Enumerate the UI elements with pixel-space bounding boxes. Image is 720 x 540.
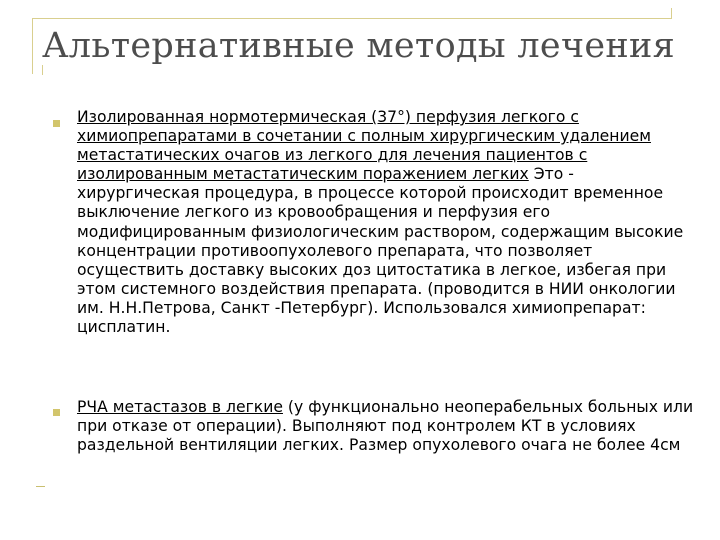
square-bullet-icon <box>53 120 60 127</box>
bullet-text <box>77 108 697 337</box>
bullet-text-underlined: Изолированная нормотермическая (37°) перфузия легкого с химиопрепаратами в сочетании с полным хирургическим удалением метастатических очагов из легкого для лечения пациентов с изолированным метастатическим поражением легких <box>77 108 651 184</box>
bullet-text <box>77 398 697 455</box>
bullet-text-rest: (у функционально неоперабельных больных или при отказе от операции). Выполняют под контролем КТ в условиях раздельной вентиляции легких. Размер опухолевого очага не более 4см <box>77 398 694 455</box>
square-bullet-icon <box>53 409 60 416</box>
bullet-text-rest: Это - хирургическая процедура, в процессе которой происходит временное выключение легкого из кровообращения и перфузия его модифицированным физиологическим раствором, содержащим высокие концентрации противоопухолевого препарата, что позволяет осуществить доставку высоких доз цитостатика в легкое, избегая при этом системного воздействия препарата. (проводится в НИИ онкологии им. Н.Н.Петрова, Санкт -Петербург). Использовался химиопрепарат: цисплатин. <box>77 165 684 337</box>
frame-line-top <box>32 18 672 19</box>
decorative-dash <box>36 486 45 487</box>
frame-line-right-tick <box>671 8 672 19</box>
slide-title: Альтернативные методы лечения <box>42 26 676 66</box>
frame-line-left <box>32 18 33 74</box>
bullet-text-underlined: РЧА метастазов в легкие <box>77 398 283 416</box>
frame-line-inner-tick <box>42 65 43 75</box>
